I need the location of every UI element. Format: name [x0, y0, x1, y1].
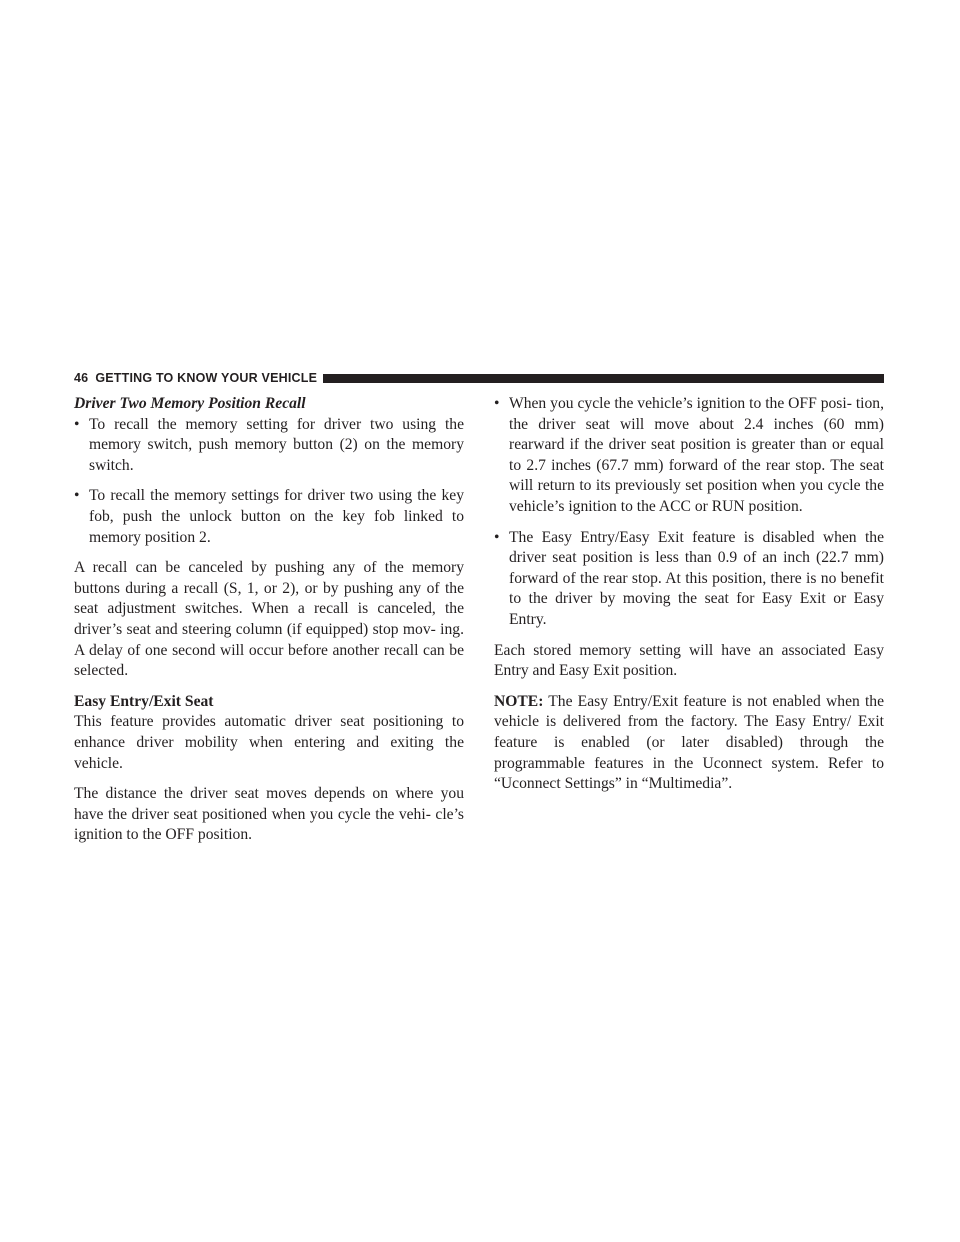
bullet-icon: •	[494, 395, 500, 412]
note-label: NOTE:	[494, 692, 544, 710]
note-text: The Easy Entry/Exit feature is not enabled when the vehicle is delivered from the factory. The Easy Entry/ Exit feature is enabled (or later disabled) through the programmable features in the Uconnect system. Refer to “Uconnect Settings” in “Multimedia”.	[494, 692, 884, 793]
paragraph-recall-cancel: A recall can be canceled by pushing any of the memory buttons during a recall (S, 1, or 2), or by pushing any of the seat adjustment switches. When a recall is canceled, the driver’s seat and steering column (if equipped) stop mov- ing. A delay of one second will occur before another recall can be selected.	[74, 559, 464, 680]
paragraph-feature-intro: This feature provides automatic driver seat positioning to enhance driver mobility when entering and exiting the vehicle.	[74, 713, 464, 772]
paragraph-seat-distance: The distance the driver seat moves depends on where you have the driver seat positioned when you cycle the vehi- cle’s ignition to the OFF position.	[74, 785, 464, 844]
bullet-item	[74, 486, 464, 548]
header-rule	[323, 374, 884, 383]
section-title: GETTING TO KNOW YOUR VEHICLE	[95, 371, 318, 385]
bullet-text: To recall the memory setting for driver two using the memory switch, push memory button (2) on the memory switch.	[89, 415, 464, 474]
bullet-icon: •	[74, 415, 80, 433]
bullet-item	[494, 528, 884, 631]
heading-easy-entry-exit: Easy Entry/Exit Seat	[74, 692, 214, 710]
bullet-item	[494, 394, 884, 518]
bullet-text: The Easy Entry/Easy Exit feature is disabled when the driver seat position is less than 0.9 of an inch (22.7 mm) forward of the rear stop. At this position, there is no benefit to the driver by moving the seat for Easy Exit or Easy Entry.	[509, 528, 884, 628]
page-number: 46	[74, 371, 89, 385]
page-header	[74, 370, 884, 386]
note-paragraph	[494, 692, 884, 795]
bullet-item	[74, 415, 464, 477]
bullet-icon: •	[74, 487, 80, 505]
left-column	[74, 394, 464, 856]
right-column	[494, 394, 884, 805]
bullet-text: To recall the memory settings for driver two using the key fob, push the unlock button on the key fob linked to memory position 2.	[89, 487, 464, 546]
paragraph-stored-memory: Each stored memory setting will have an associated Easy Entry and Easy Exit position.	[494, 641, 884, 680]
heading-driver-two-recall: Driver Two Memory Position Recall	[74, 395, 306, 412]
bullet-text: When you cycle the vehicle’s ignition to the OFF posi- tion, the driver seat will move about 2.4 inches (60 mm) rearward if the driver seat position is greater than or equal to 2.7 inches (67.7 mm) forward of the rear stop. The seat will return to its previously set position when you cycle the vehicle’s ignition to the ACC or RUN position.	[509, 395, 884, 515]
bullet-icon: •	[494, 528, 500, 546]
